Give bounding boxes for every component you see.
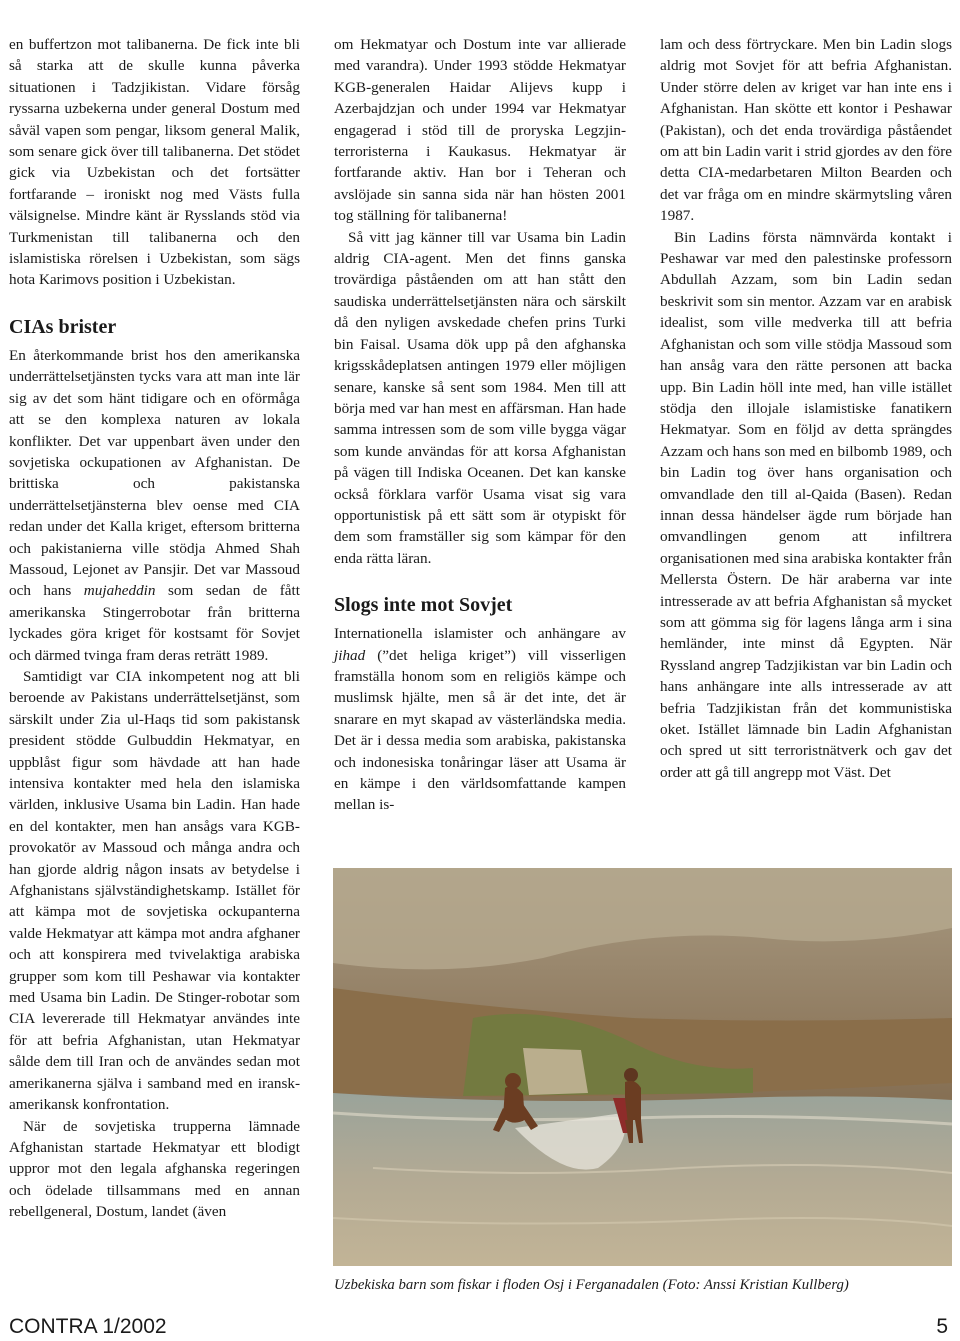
paragraph-text: (”det heliga kriget”) vill visserligen framställa honom som en religiös kämpe och muslimsk hjälte, men så är det inte, det är snarare en myt skapad av västerländska media. Det är i dessa media som arabiska, pakistanska och indonesiska tonåringar läser att Usama är en kämpe i den världsomfattande kampen mellan is-: [334, 646, 626, 814]
paragraph: lam och dess förtryckare. Men bin Ladin slogs aldrig mot Sovjet för att befria Afghanistan. Under större delen av kriget var han inte ens i Afghanistan. Han skötte ett kontor i Peshawar (Pakistan), och det enda trovärdiga påståendet om att bin Ladin varit i strid gjordes av den före detta CIA-medarbetaren Milton Bearden och det var fråga om en mindre skärmytsling våren 1987.: [660, 36, 952, 225]
river-photo: [333, 868, 952, 1266]
paragraph-text: Internationella islamister och anhängare av: [334, 625, 626, 643]
paragraph: Så vitt jag känner till var Usama bin Ladin aldrig CIA-agent. Men det finns ganska trovärdiga påståenden om att han stått den saudiska underrättelsetjänsten nära och särskilt då den nyligen avskedade chefen prins Turki bin Faisal. Usama dök upp på den afghanska krigsskådeplatsen antingen 1979 eller möjligen senare, kanske så sent som 1984. Men till att börja med var han mest en affärsman. Han hade samma intressen som de som ville bygga vägar som kunde användas för att korsa Afghanistan på vägen till Indiska Oceanen. Det kan kanske också förklara varför Usama visat sig vara opportunistisk på ett sätt som är otypiskt för dem som framställer sig som kämpar för den enda rätta läran.: [334, 228, 626, 567]
paragraph: [9, 345, 300, 666]
paragraph: [334, 623, 626, 816]
paragraph-text: En återkommande brist hos den amerikanska underrättelsetjänsten tycks vara att man inte lär sig av det som hänt tidigare och en oförmåga att se den komplexa naturen av lokala konflikter. Det var uppenbart även under den sovjetiska ockupationen av Afghanistan. De brittiska och pakistanska underrättelsetjänsterna blev oense med CIA redan under det Kalla kriget, eftersom britterna och pakistanierna ville stödja Ahmed Shah Massoud, Lejonet av Pansjir. Det var Massoud och hans: [9, 346, 300, 600]
photo-caption: Uzbekiska barn som fiskar i floden Osj i Ferganadalen (Foto: Anssi Kristian Kullberg): [334, 1277, 849, 1293]
paragraph: När de sovjetiska trupperna lämnade Afghanistan startade Hekmatyar ett blodigt uppror mot den legala afghanska regeringen och ödelade tillsammans med en annan rebellgeneral, Dostum, landet (även: [9, 1117, 300, 1221]
paragraph: Samtidigt var CIA inkompetent nog att bli beroende av Pakistans underrättelsetjänst, som särskilt under Zia ul-Haqs tid som pakistansk president stödde Gulbuddin Hekmatyar, en uppblåst figur som hävdade att han hade intensiva kontakter med hela den islamiska världen, inklusive Usama bin Ladin. Han hade en del kontakter, men han ansågs vara KGB-provokatör av Massoud och många andra och han gjorde aldrig någon insats av betydelse i Afghanistans självständighetskamp. Istället för att kämpa mot de sovjetiska ockupanterna valde Hekmatyar att kämpa mot andra afghaner och att konspirera med tvivelaktiga arabiska grupper som kom till Peshawar via kontakter med Usama bin Ladin. De Stinger-robotar som CIA levererade till Hekmatyar användes inte för att befria Afghanistan, utan Hekmatyar sålde dem till Iran och de användes sedan mot amerikanerna själva i samband med en iransk-amerikansk konfrontation.: [9, 667, 300, 1114]
page-number: 5: [936, 1315, 948, 1338]
emphasis-text: mujaheddin: [83, 582, 156, 600]
paragraph-text: som sedan de fått amerikanska Stingerrobotar från britterna lyckades göra kriget för kostsamt för Sovjet och därmed tvinga fram deras reträtt 1989.: [9, 582, 300, 664]
article-column-2: [334, 34, 626, 816]
paragraph: om Hekmatyar och Dostum inte var allierade med varandra). Under 1993 stödde Hekmatyar KGB-generalen Haidar Alijevs kupp i Azerbajdzjan och under 1994 var Hekmatyar engagerad i stöd till de proryska Legzjin-terroristerna i Kaukasus. Hekmatyar är fortfarande aktiv. Han bor i Teheran och avslöjade sin sanna sida när han hösten 2001 tog ställning för talibanerna!: [334, 36, 626, 225]
paragraph: en buffertzon mot talibanerna. De fick inte bli så starka att de skulle kunna påverka situationen i Tadzjikistan. Vidare försåg ryssarna uzbekerna under general Dostum med såväl vapen som pengar, liksom general Malik, som senare gick över till talibanerna. Det stödet gick via Uzbekistan och det fortsätter fortfarande – ironiskt nog med Västs fulla välsignelse. Mindre känt är Rysslands stöd via Turkmenistan till talibanerna och den islamistiska rörelsen i Uzbekistan, som sägs hota Karimovs position i Uzbekistan.: [9, 36, 300, 289]
section-heading-slogs-inte-mot-sovjet: Slogs inte mot Sovjet: [334, 594, 513, 617]
river-scene-illustration: [333, 868, 952, 1266]
section-heading-cias-brister: CIAs brister: [9, 315, 117, 338]
publication-footer: CONTRA 1/2002: [9, 1315, 167, 1338]
emphasis-text: jihad: [334, 646, 366, 664]
article-column-1: [9, 34, 300, 1223]
paragraph: Bin Ladins första nämnvärda kontakt i Peshawar var med den palestinske professorn Abdullah Azzam, som bin Ladin sedan beskrivit som sin mentor. Azzam var en arabisk idealist, som ville medverka till att befria Afghanistan och som ville stödja Massoud som han ansåg vara den rätte personen att backa upp. Bin Ladin höll inte med, han ville istället stödja den illojale islamistiske fanatikern Hekmatyar. Som en följd av detta sprängdes Azzam och hans son med en bilbomb 1989, och bin Ladin tog över hans organisation och omvandlade den till al-Qaida (Basen). Redan innan dessa händelser ägde rum började han omvandlingen genom att infiltrera organisationen med sina arabiska kontakter från Mellersta Östern. De här araberna var inte intresserade av att befria Afghanistan så mycket som att gömma sig för lagens långa arm i sina hemländer, inte minst då Egypten. När Ryssland angrep Tadzjikistan var bin Ladin och hans anhängare inte alls intresserade av att befria Tadzjikistan från det kommunistiska oket. Istället lämnade bin Ladin Afghanistan och spred ut sitt terroristnätverk och gav det order att gå till angrepp mot Väst. Det: [660, 228, 952, 781]
article-column-3: [660, 34, 952, 783]
